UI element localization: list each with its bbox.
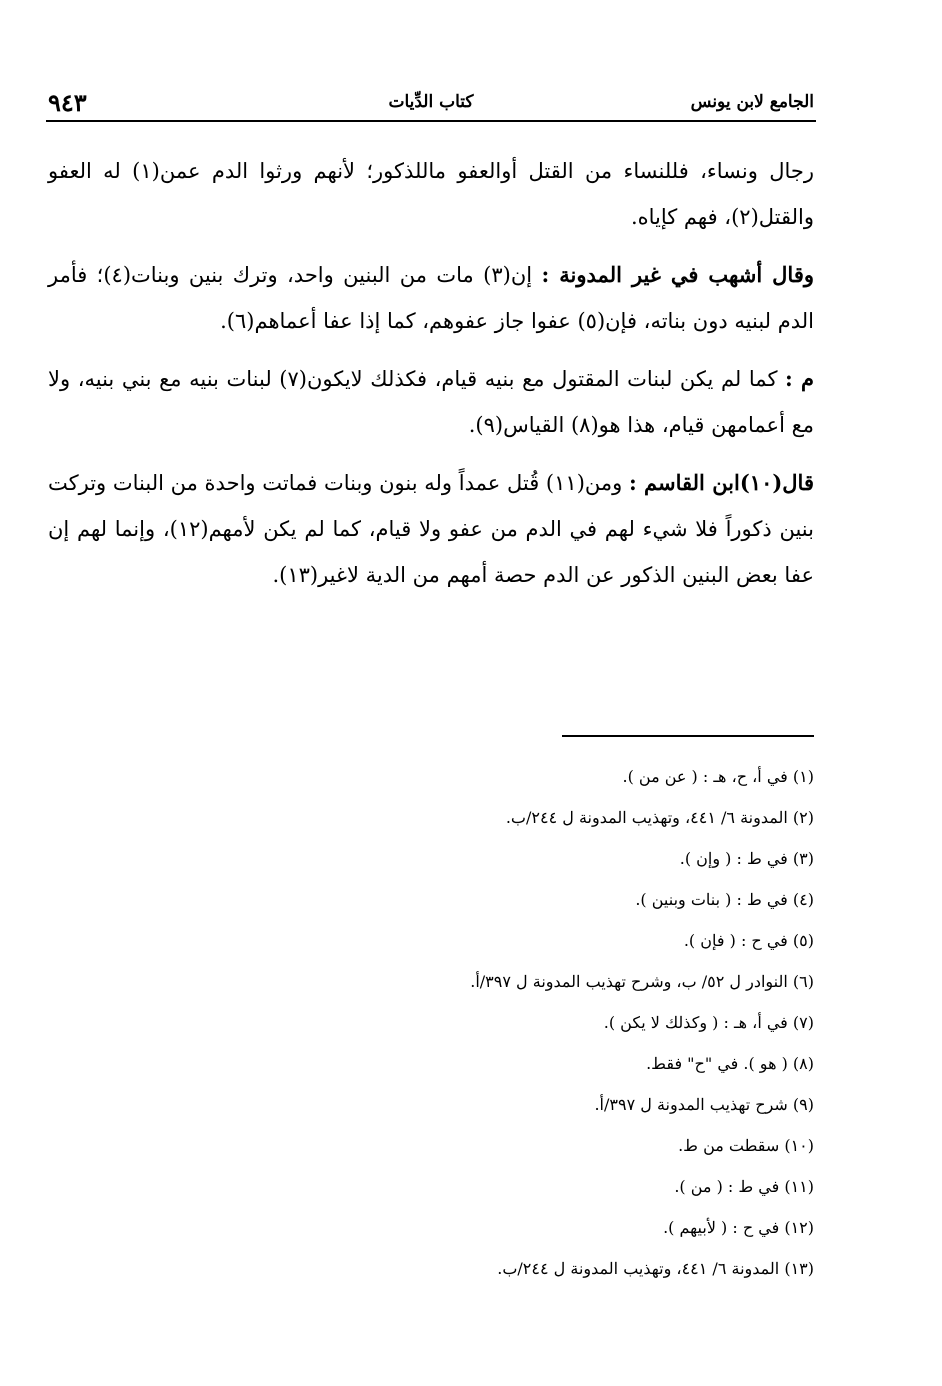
paragraph-lead: قال(١٠)ابن القاسم : xyxy=(628,470,814,495)
footnote-separator xyxy=(562,735,814,737)
footnote: (٨) ( هو ). في "ح" فقط. xyxy=(646,1054,814,1073)
footnote: (١) في أ، ح، هـ : ( عن من ). xyxy=(622,767,814,786)
paragraph-text: رجال ونساء، فللنساء من القتل أوالعفو ماللذكور؛ لأنهم ورثوا الدم عمن(١) له العفو والقتل(٢)، فهم كإياه. xyxy=(48,159,814,229)
paragraph xyxy=(48,148,814,240)
header-rule xyxy=(46,120,816,122)
paragraph xyxy=(48,460,814,598)
main-text xyxy=(48,148,814,610)
paragraph-text: إن(٣) مات من البنين واحد، وترك بنين وبنات(٤)؛ فأمر الدم لبنيه دون بناته، فإن(٥) عفوا جاز عفوهم، كما إذا عفا أعماهم(٦). xyxy=(48,263,814,333)
footnote: (١٣) المدونة ٦/ ٤٤١، وتهذيب المدونة ل ٢٤٤/ب. xyxy=(497,1259,814,1278)
footnote: (١٠) سقطت من ط. xyxy=(678,1136,814,1155)
paragraph xyxy=(48,356,814,448)
footnote: (٥) في ح : ( فإن ). xyxy=(683,931,814,950)
footnote: (٤) في ط : ( بنات وبنين ). xyxy=(635,890,814,909)
footnote: (٢) المدونة ٦/ ٤٤١، وتهذيب المدونة ل ٢٤٤/ب. xyxy=(505,808,814,827)
book-title: الجامع لابن يونس xyxy=(690,92,814,112)
paragraph-text: ومن(١١) قُتل عمداً وله بنون وبنات فماتت واحدة من البنات وتركت بنين ذكوراً فلا شيء لهم في الدم من عفو ولا قيام، كما لم يكن لأمهم(١٢)، وإنما لهم إن عفا بعض البنين الذكور عن الدم حصة أمهم من الدية لاغير(١٣). xyxy=(48,471,814,587)
footnote: (٦) النوادر ل ٥٢/ ب، وشرح تهذيب المدونة ل ٣٩٧/أ. xyxy=(470,972,814,991)
running-header xyxy=(48,88,814,120)
paragraph-lead: وقال أشهب في غير المدونة : xyxy=(541,262,815,287)
footnotes xyxy=(48,756,814,1289)
paragraph xyxy=(48,252,814,344)
page-number: ٩٤٣ xyxy=(48,88,87,117)
chapter-title: كتاب الدِّيات xyxy=(388,92,474,112)
paragraph-lead: م : xyxy=(785,366,815,391)
footnote: (١٢) في ح : ( لأبيهم ). xyxy=(663,1218,814,1237)
footnote: (٩) شرح تهذيب المدونة ل ٣٩٧/أ. xyxy=(594,1095,814,1114)
footnote: (١١) في ط : ( من ). xyxy=(674,1177,814,1196)
paragraph-text: كما لم يكن لبنات المقتول مع بنيه قيام، فكذلك لايكون(٧) لبنات بنيه مع بني بنيه، ولا مع أعمامهن قيام، هذا هو(٨) القياس(٩). xyxy=(48,367,814,437)
footnote: (٣) في ط : ( وإن ). xyxy=(679,849,814,868)
footnote: (٧) في أ، هـ : ( وكذلك لا يكن ). xyxy=(603,1013,814,1032)
